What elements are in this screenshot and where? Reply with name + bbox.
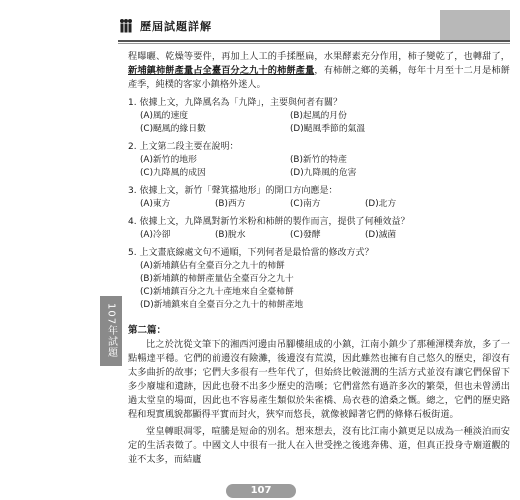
- intro-underlined-sentence: 新埔鎮柿餅產量占全臺百分之九十的柿餅產量: [128, 65, 315, 76]
- option-d: (D)新埔鎮來自全臺百分之九十的柿餅產地: [140, 300, 304, 310]
- intro-text-post: ，有柿餅之鄉的美稱，每年十月至十二月是柿餅產季，純樸的客家小鎮格外迷人。: [128, 65, 510, 90]
- page-header: [118, 10, 510, 44]
- question-text: 3. 依據上文，新竹「聲箕擋地形」的開口方向應是：: [128, 186, 338, 196]
- page-number: 107: [226, 484, 296, 498]
- question-3: [128, 185, 510, 211]
- main-content: [128, 50, 510, 467]
- section-2-paragraph-1: 比之於沈從文筆下的湘西河邊由吊腳樓組成的小鎮，江南小鎮少了那種渾樸奔放，多了一點暢達平穩。它們的前邊沒有險灘，後邊沒有荒漠，因此雖然也擁有自己悠久的歷史，卻沒有太多曲折的故事；它們大多很有一些年代了，但始終比較滋潤的生活方式並沒有讓它們保留下多少廢墟和遺跡，因此也發不出多少歷史的浩嘆；它們當然有過許多次的繁榮，但也未曾湧出過太堂皇的場面，因此也不容易產生類似於朱雀橋、烏衣巷的滄桑之慨。總之，它們的歷史路程和現實風貌都顯得平實而封火，狹窄而悠長，就像被歸著它們的條條石板街道。: [128, 339, 510, 420]
- header-title: 歷屆試題詳解: [140, 20, 212, 33]
- intro-text-pre: 程曝曬、乾燥等要件，再加上人工的手揉壓扁，水果酵素充分作用，柿子變乾了，也轉甜了，: [128, 51, 510, 62]
- option-d: (D)颳風季節的氣溫: [290, 124, 366, 134]
- options-row: [140, 198, 510, 211]
- option-a: (A)新埔鎮佔有全臺百分之九十的柿餅: [140, 261, 285, 271]
- option-d: (D)九降風的危害: [290, 168, 357, 178]
- question-text: 1. 依據上文，九降風名為「九降」，主要與何者有關？: [128, 98, 342, 108]
- option-c: (C)颳風的緣日數: [140, 124, 206, 134]
- question-4: [128, 216, 510, 242]
- intro-paragraph: [128, 50, 510, 92]
- option-b: (B)脫水: [215, 230, 246, 240]
- option-d: (D)北方: [365, 199, 397, 209]
- header-rule: [118, 40, 510, 42]
- option-d: (D)滅菌: [365, 230, 397, 240]
- side-tab-year: 107年試題: [100, 296, 122, 366]
- header-tab-decoration: [440, 10, 510, 42]
- question-text: 5. 上文畫底線處文句不通順，下列何者是最恰當的修改方式？: [128, 248, 374, 258]
- option-b: (B)新埔鎮的柿餅產量佔全臺百分之九十: [140, 274, 294, 284]
- option-c: (C)九降風的成因: [140, 168, 206, 178]
- option-b: (B)西方: [215, 199, 246, 209]
- header-rule-thin: [118, 43, 510, 44]
- options-list: [140, 260, 510, 312]
- option-c: (C)發酵: [290, 230, 321, 240]
- section-2-paragraph-2: 堂皇轉眼凋零，喧騰是短命的別名。想來想去，沒有比江南小鎮更足以成為一種淡泊而安定的生活表徵了。中國文人中很有一批人在入世受挫之後逃奔佛、道，但真正投身寺廟道觀的並不太多，而結廬: [128, 426, 510, 465]
- option-c: (C)新埔鎮百分之九十產地來自全臺柿餅: [140, 287, 294, 297]
- options-row: [140, 229, 510, 242]
- options-grid: [140, 154, 510, 180]
- section-2-title: 第二篇：: [128, 325, 167, 336]
- option-a: (A)冷卻: [140, 230, 171, 240]
- option-b: (B)新竹的特產: [290, 155, 347, 165]
- options-grid: [140, 110, 510, 136]
- people-logo-icon: [118, 18, 134, 34]
- question-1: [128, 97, 510, 136]
- option-a: (A)東方: [140, 199, 171, 209]
- option-a: (A)風的速度: [140, 111, 189, 121]
- question-text: 4. 依據上文，九降風對新竹米粉和柿餅的製作而言，提供了何種效益？: [128, 217, 410, 227]
- option-c: (C)南方: [290, 199, 321, 209]
- question-text: 2. 上文第二段主要在說明：: [128, 142, 239, 152]
- option-a: (A)新竹的地形: [140, 155, 197, 165]
- question-2: [128, 141, 510, 180]
- option-b: (B)起風的月份: [290, 111, 347, 121]
- question-5: [128, 247, 510, 312]
